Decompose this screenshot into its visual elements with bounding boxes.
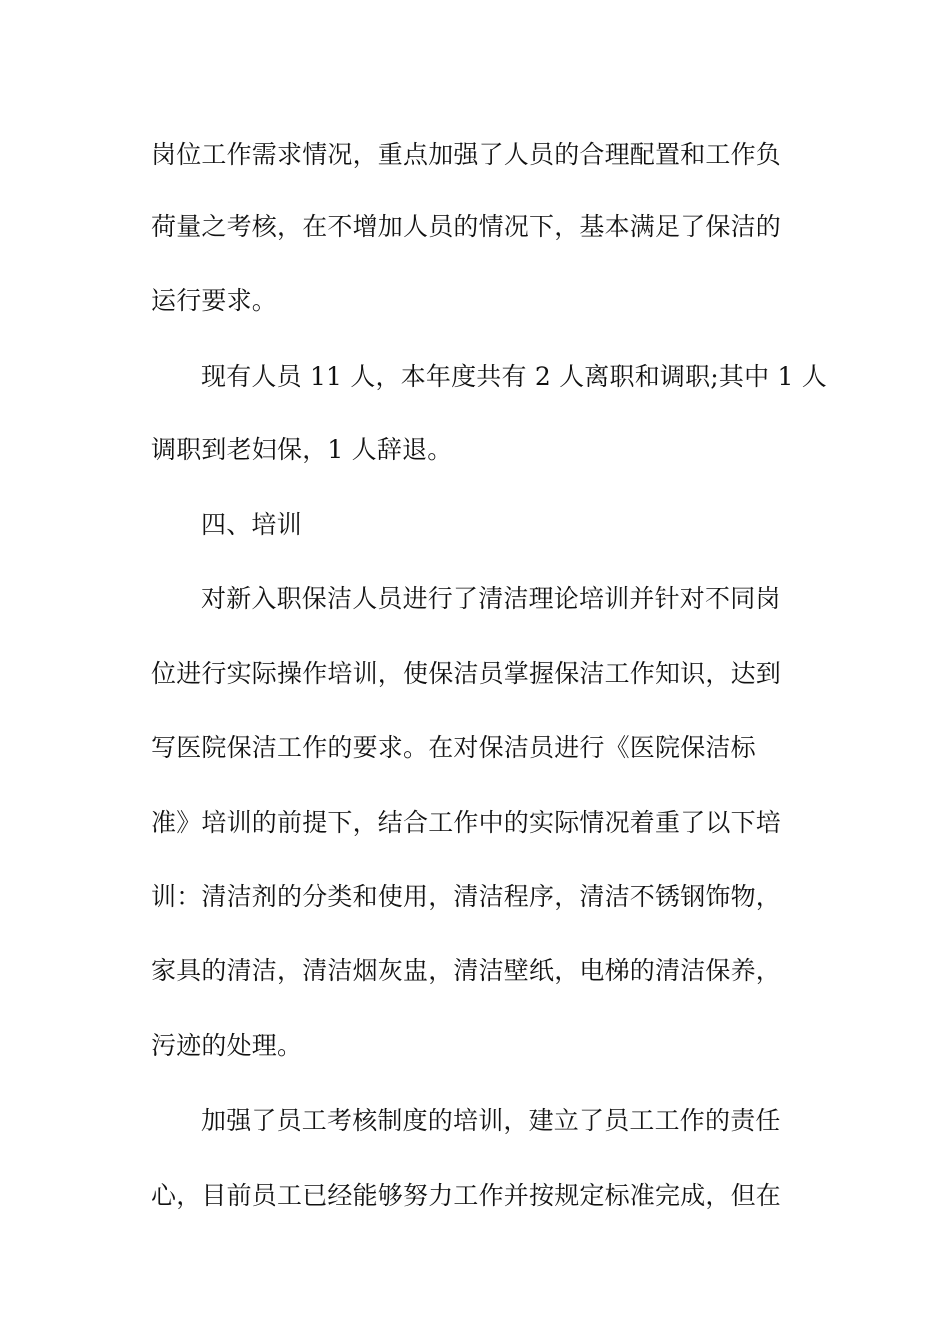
text-line: 调职到老妇保，1 人辞退。 (151, 435, 453, 464)
section-heading: 四、培训 (201, 510, 302, 539)
text-line: 心，目前员工已经能够努力工作并按规定标准完成，但在 (151, 1181, 782, 1210)
text-line: 准》培训的前提下，结合工作中的实际情况着重了以下培 (151, 808, 782, 837)
text-line: 污迹的处理。 (151, 1031, 303, 1060)
text-line: 家具的清洁，清洁烟灰盅，清洁壁纸，电梯的清洁保养， (151, 956, 782, 985)
paragraph-first-line: 加强了员工考核制度的培训，建立了员工工作的责任 (201, 1106, 781, 1135)
text-line: 岗位工作需求情况，重点加强了人员的合理配置和工作负 (151, 140, 782, 169)
text-line: 位进行实际操作培训，使保洁员掌握保洁工作知识，达到 (151, 659, 782, 688)
text-line: 训：清洁剂的分类和使用，清洁程序，清洁不锈钢饰物， (151, 882, 782, 911)
text-line: 荷量之考核，在不增加人员的情况下，基本满足了保洁的 (151, 212, 782, 241)
paragraph-first-line: 现有人员 11 人，本年度共有 2 人离职和调职;其中 1 人 (201, 362, 827, 391)
text-line: 写医院保洁工作的要求。在对保洁员进行《医院保洁标 (151, 733, 756, 762)
paragraph-first-line: 对新入职保洁人员进行了清洁理论培训并针对不同岗 (201, 584, 781, 613)
text-line: 运行要求。 (151, 286, 278, 315)
